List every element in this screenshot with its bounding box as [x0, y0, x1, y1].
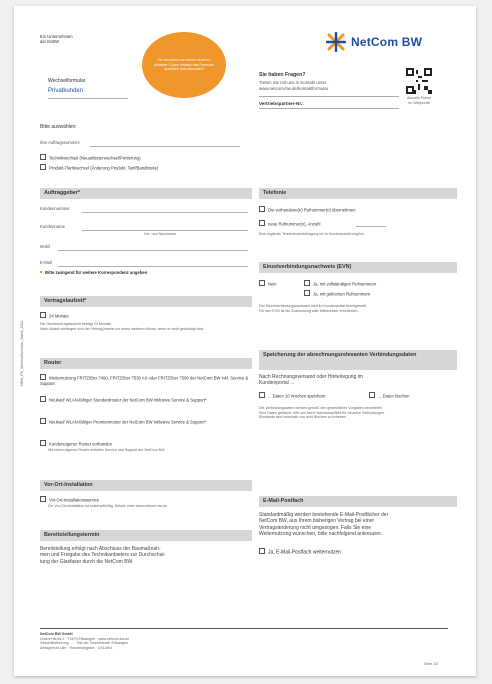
section-speicherung: Speicherung der abrechnungsrelevanten Verbindungsdaten — [259, 350, 457, 370]
section-vertragslaufzeit: Vertragslaufzeit* — [40, 296, 252, 307]
customer-name-input[interactable] — [82, 230, 248, 231]
title-rule — [48, 98, 128, 99]
select-prompt: Bitte auswählen: — [40, 124, 77, 130]
section-telefonie: Telefonie — [259, 188, 457, 199]
vertragslaufzeit-notes: Die Grundvertragslaufzeit beträgt 24 Monate. Nach Ablauf verlängert sich der Vertrag jeweils um einen weiteren Monat, wenn er nicht gekündigt wird. — [40, 322, 205, 331]
field-label: Mobil — [40, 244, 51, 249]
questions-text: Treten Sie mit uns in Kontakt unter www.netcom-bw.de/kontaktformular — [259, 80, 329, 91]
form-subtitle: Privatkunden — [48, 88, 84, 94]
speicherung-text: Nach Rechnungsversand oder Hinterlegung im Kundenportal ... — [259, 374, 363, 387]
checkbox[interactable] — [304, 280, 310, 286]
option-speichern[interactable]: ... Daten 10 Wochen speichern — [259, 392, 325, 399]
vor-ort-note: Die Vor-Ort-Installation ist kostenpflichtig. Details unter www.netcom-bw.de. — [48, 504, 168, 508]
section-bereitstellung: Bereitstellungstermin — [40, 530, 252, 541]
bereitstellung-text: Bereitstellung erfolgt nach Abschluss der Baumaßnah- men und Freigabe des Technikanbieters zur Durchschal- tung der Glasfaser durch die NetCom BW. — [40, 546, 166, 565]
section-email: E-Mail-Postfach — [259, 496, 457, 507]
form-title: Wechselformular — [48, 78, 86, 84]
company-tag: Ein Unternehmen der EnBW — [40, 34, 73, 44]
checkbox[interactable] — [40, 164, 46, 170]
bullet-icon — [40, 271, 42, 273]
evn-notes: Der Einzelverbindungsnachweis wird im Kundenportal bereitgestellt. Für den EVN ist die Zustimmung aller Mitbenutzer erforderlich. — [259, 304, 368, 313]
checkbox[interactable] — [40, 396, 46, 402]
section-router: Router — [40, 358, 252, 369]
router-option-3[interactable]: Neukauf WLAN-fähiger Premiumrouter der NetCom BW inklusive Service & Support* — [40, 418, 252, 425]
evn-option-gekuerzt[interactable]: Ja, mit gekürzten Rufnummern — [304, 290, 370, 297]
option-tarifwechsel[interactable]: Produkt-/Tarifwechsel (Änderung Produkt, Tarif/Bandbreite) — [40, 164, 158, 171]
evn-option-voll[interactable]: Ja, mit vollständigen Rufnummern — [304, 280, 376, 287]
qr-code-icon — [406, 68, 432, 94]
router-footnote: Mit einem eigenen Router entfallen Service und Support der NetCom BW. — [48, 448, 166, 452]
option-email-weiternutzen[interactable]: Ja, E-Mail-Postfach weiternutzen — [259, 548, 341, 556]
checkbox[interactable] — [40, 374, 46, 380]
checkbox[interactable] — [259, 206, 265, 212]
email-text: Standardmäßig werden bestehende E-Mail-Postfächer der NetCom BW, aus Ihrem bisherigen Vertrag bei einer Vertragsänderung nicht umgezogen. Falls Sie eine Weiternutzung wünschen, bitte nachfolgend ankreuzen. — [259, 512, 389, 538]
logo-text: NetCom BW — [351, 35, 423, 49]
questions-title: Sie haben Fragen? — [259, 72, 306, 78]
speicherung-notes: Die Verbindungsdaten werden gemäß den gesetzlichen Vorgaben verarbeitet. Sind Daten gelöscht, trifft uns keine Nachweispflicht für einzelne Verbindungen. Einwände sind innerhalb von acht Wochen zu erheben. — [259, 406, 386, 420]
email-input[interactable] — [58, 266, 248, 267]
side-doc-id: NBW_PK_Wechselformular_Stand_2024 — [20, 320, 24, 386]
evn-option-nein[interactable]: Nein — [259, 280, 277, 287]
checkbox[interactable] — [40, 154, 46, 160]
name-hint: Vor- und Nachname — [144, 232, 176, 236]
auftraggeber-note: Bitte zwingend für weitere Korrespondenz angeben — [40, 270, 147, 275]
option-24-monate[interactable]: 24 Monate — [40, 312, 69, 319]
form-page — [14, 6, 476, 676]
netcom-logo — [326, 32, 422, 52]
rufnummer-count-input[interactable] — [356, 226, 386, 227]
netcom-logo-icon — [326, 32, 346, 52]
checkbox[interactable] — [40, 440, 46, 446]
section-evn: Einzelverbindungsnachweis (EVN) — [259, 262, 457, 273]
option-neue-rufnummer[interactable]: neue Rufnummer(n), Anzahl — [259, 220, 320, 227]
order-number-input[interactable] — [90, 146, 240, 147]
section-auftraggeber: Auftraggeber* — [40, 188, 252, 199]
checkbox[interactable] — [40, 496, 46, 502]
section-vor-ort: Vor-Ort-Installation — [40, 480, 252, 491]
page-number: Seite 1/2 — [424, 662, 439, 666]
orange-info-badge: Sie wechseln von einem anderen Anbieter? Dann einfach das Formular ausfüllen und absenden! — [142, 32, 226, 98]
mobile-input[interactable] — [58, 250, 248, 251]
field-label: Kundenname — [40, 224, 65, 229]
order-number-label: Ihre Auftragsnummer: — [40, 140, 81, 145]
divider — [259, 108, 399, 109]
checkbox[interactable] — [304, 290, 310, 296]
checkbox[interactable] — [259, 220, 265, 226]
checkbox[interactable] — [369, 392, 375, 398]
option-loeschen[interactable]: ... Daten löschen — [369, 392, 409, 399]
option-vor-ort[interactable]: Vor-Ort-Installationsservice — [40, 496, 99, 503]
field-label: Kundennummer — [40, 206, 70, 211]
option-technikwechsel[interactable]: Technikwechsel (Neuanbieterwechsel/Portierung) — [40, 154, 141, 161]
checkbox[interactable] — [259, 392, 265, 398]
footer-rule — [40, 628, 448, 629]
partner-number-field[interactable]: Vertriebspartner-Nr.: — [259, 101, 304, 106]
router-option-2[interactable]: Neukauf WLAN-fähiger Standardrouter der NetCom BW inklusive Service & Support* — [40, 396, 252, 403]
divider — [259, 96, 399, 97]
checkbox[interactable] — [40, 418, 46, 424]
router-option-1[interactable]: Weiternutzung FRITZ!Box 7490, FRITZ!Box 7530 AX oder FRITZ!Box 7590 der NetCom BW inkl. Service & Support — [40, 375, 249, 386]
customer-number-input[interactable] — [82, 212, 248, 213]
router-option-4[interactable]: Kundeneigener Router vorhanden — [40, 440, 252, 447]
checkbox[interactable] — [40, 312, 46, 318]
field-label: E-Mail — [40, 260, 52, 265]
telefonie-note: Eine ergänzte Telefonbucheintragung ist im Kundenportal möglich. — [259, 232, 365, 236]
qr-caption: Aktuelle Preise im Webportal — [407, 96, 431, 105]
checkbox[interactable] — [259, 280, 265, 286]
checkbox[interactable] — [259, 548, 265, 554]
option-rufnummer-uebernehmen[interactable]: Die vorhandene(n) Rufnummer(n) übernehmen — [259, 206, 356, 213]
footer-text: NetCom BW GmbH Unterer Brühl 2 · 73479 Ellwangen · www.netcom-bw.de Geschäftsführung: ... · Sitz der Gesellschaft: Ellwangen Amtsgericht Ulm · Handelsregister · USt-IdNr. — [40, 632, 130, 650]
